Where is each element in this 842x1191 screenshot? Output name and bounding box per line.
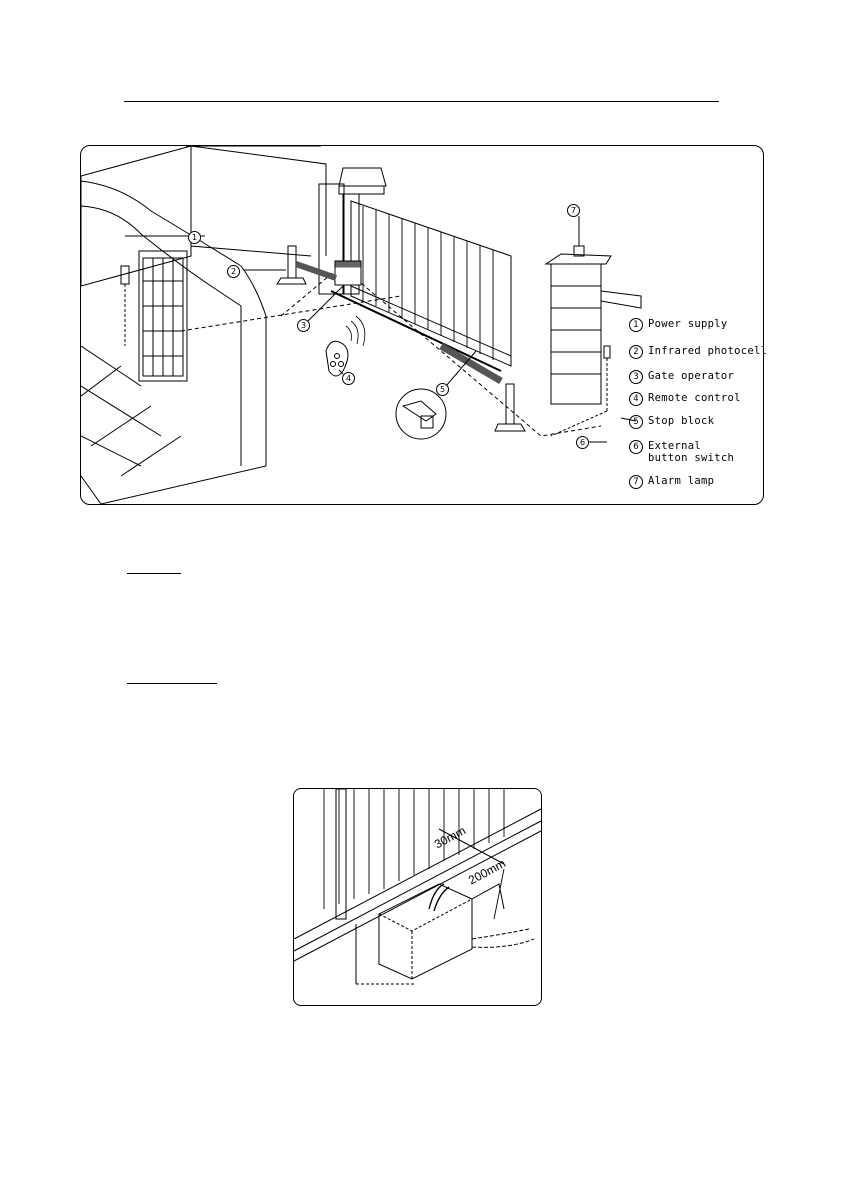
callout-1: 1 <box>188 231 201 244</box>
legend-label: Remote control <box>648 392 741 404</box>
callout-7: 7 <box>567 204 580 217</box>
legend-label: Power supply <box>648 318 728 330</box>
legend-number: 1 <box>629 318 643 332</box>
callout-4: 4 <box>342 372 355 385</box>
legend-label: Infrared photocell <box>648 345 768 357</box>
legend-item <box>629 370 734 384</box>
legend-item <box>629 318 727 332</box>
top-rule <box>124 101 719 102</box>
callout-6: 6 <box>576 436 589 449</box>
legend-number: 2 <box>629 345 643 359</box>
legend-number: 7 <box>629 475 643 489</box>
callout-2: 2 <box>227 265 240 278</box>
legend-label: Stop block <box>648 415 715 427</box>
legend-number: 6 <box>629 440 643 454</box>
section-heading-underline <box>127 683 217 684</box>
legend-label: Alarm lamp <box>648 475 715 487</box>
callout-3: 3 <box>297 319 310 332</box>
dimension-label-200mm: 200mm <box>466 856 508 888</box>
dimension-label-30mm: 30mm <box>432 823 469 852</box>
callout-5: 5 <box>436 383 449 396</box>
legend-number: 4 <box>629 392 643 406</box>
legend-label: External button switch <box>648 440 735 464</box>
foundation-diagram <box>293 788 542 1006</box>
legend-number: 3 <box>629 370 643 384</box>
legend-number: 5 <box>629 415 643 429</box>
legend-label: Gate operator <box>648 370 735 382</box>
foundation-illustration <box>294 789 541 1005</box>
legend-item <box>629 415 714 429</box>
legend-item <box>629 440 734 464</box>
legend-item <box>629 345 767 359</box>
legend-item <box>629 392 741 406</box>
section-heading-underline <box>127 573 181 574</box>
legend-item <box>629 475 714 489</box>
